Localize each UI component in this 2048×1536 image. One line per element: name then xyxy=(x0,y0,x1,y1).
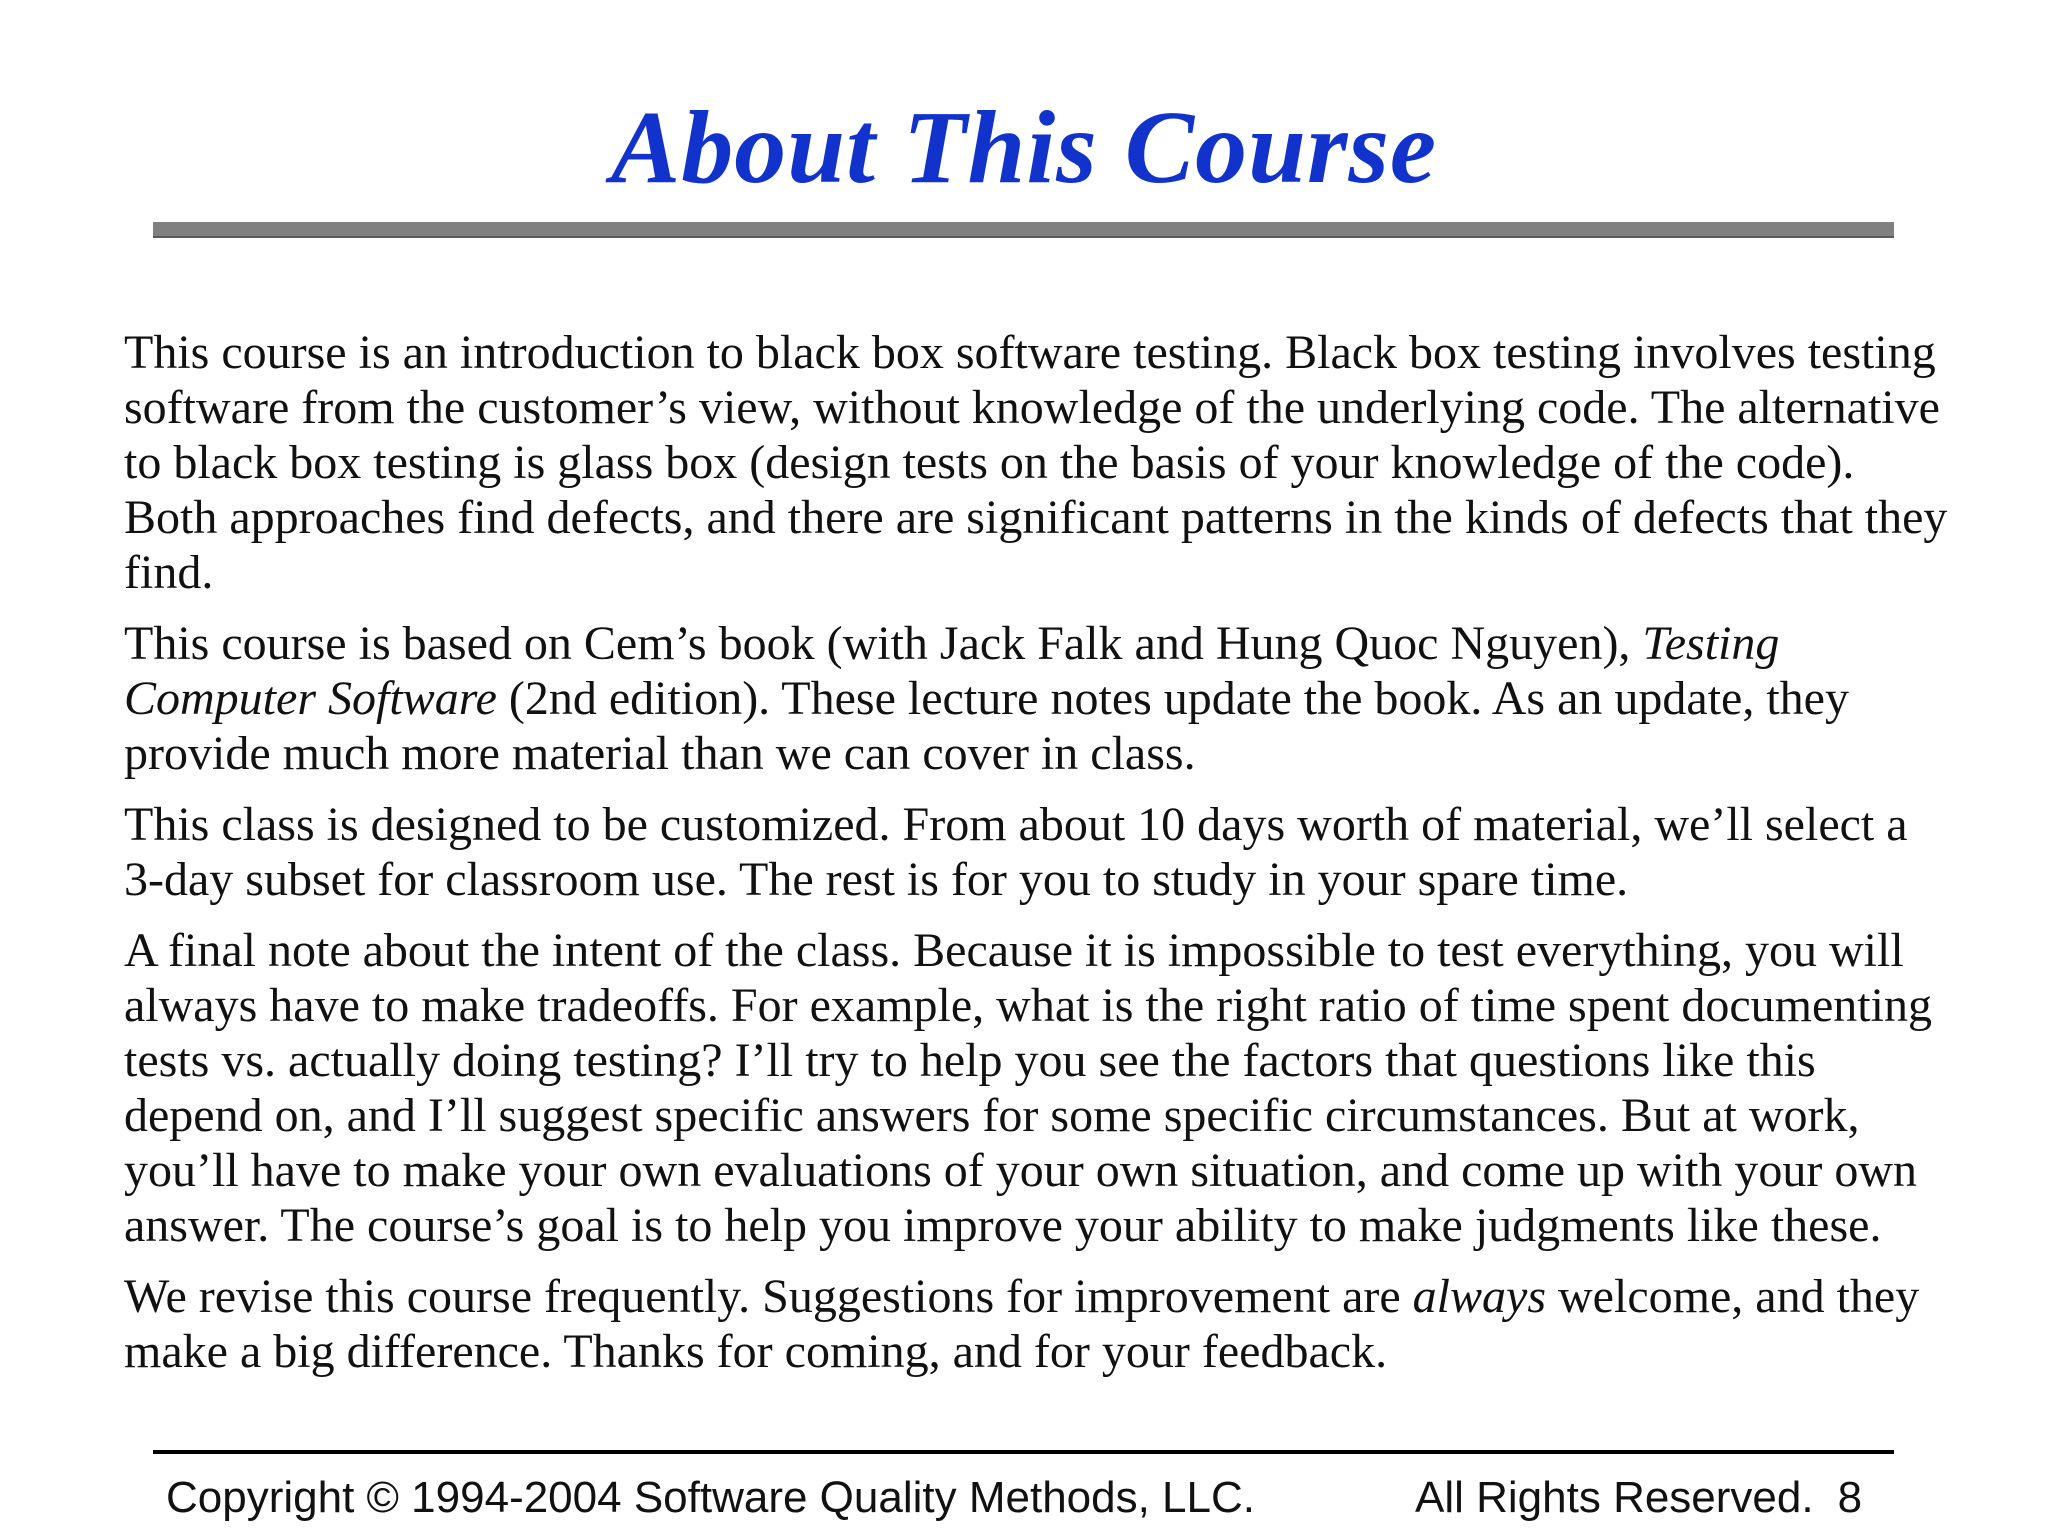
paragraph-customized: This class is designed to be customized. From about 10 days worth of material, we’ll select a 3-day subset for classroom use. The rest is for you to study in your spare time. xyxy=(124,798,1908,906)
paragraph-intent: A final note about the intent of the class. Because it is impossible to test everything, you will always have to make tradeoffs. For example, what is the right ratio of time spent documenting tests vs. actually doing testing? I’ll try to help you see the factors that questions like this depend on, and I’ll suggest specific answers for some specific circumstances. But at work, you’ll have to make your own evaluations of your own situation, and come up with your own answer. The course’s goal is to help you improve your ability to make judgments like these. xyxy=(124,924,1932,1252)
slide-title: About This Course xyxy=(610,90,1438,205)
slide-body xyxy=(124,325,1954,1395)
book-title: Testing Computer Software xyxy=(124,617,1780,725)
paragraph-revise-text-end: welcome, and they make a big difference. Thanks for coming, and for your feedback. xyxy=(124,1270,1920,1378)
paragraph-revise-text-start: We revise this course frequently. Suggestions for improvement are xyxy=(124,1270,1413,1323)
paragraph-revise xyxy=(124,1269,1954,1379)
emphasis-always: always xyxy=(1412,1270,1547,1323)
page-number: 8 xyxy=(1837,1473,1863,1522)
footer-copyright: Copyright © 1994-2004 Software Quality Methods, LLC. xyxy=(166,1473,1255,1522)
footer-divider xyxy=(153,1450,1894,1454)
paragraph-book xyxy=(124,616,1954,781)
footer-rights-area xyxy=(1415,1470,1862,1526)
paragraph-intro: This course is an introduction to black box software testing. Black box testing involves testing software from the customer’s view, without knowledge of the underlying code. The alternative to black box testing is glass box (design tests on the basis of your knowledge of the code). Both approaches find defects, and there are significant patterns in the kinds of defects that they find. xyxy=(124,326,1948,599)
footer-rights: All Rights Reserved. xyxy=(1415,1473,1814,1522)
paragraph-book-text-start: This course is based on Cem’s book (with Jack Falk and Hung Quoc Nguyen), xyxy=(124,617,1643,670)
title-divider xyxy=(153,222,1894,238)
paragraph-book-text-end: (2nd edition). These lecture notes update the book. As an update, they provide much more material than we can cover in class. xyxy=(124,672,1849,780)
